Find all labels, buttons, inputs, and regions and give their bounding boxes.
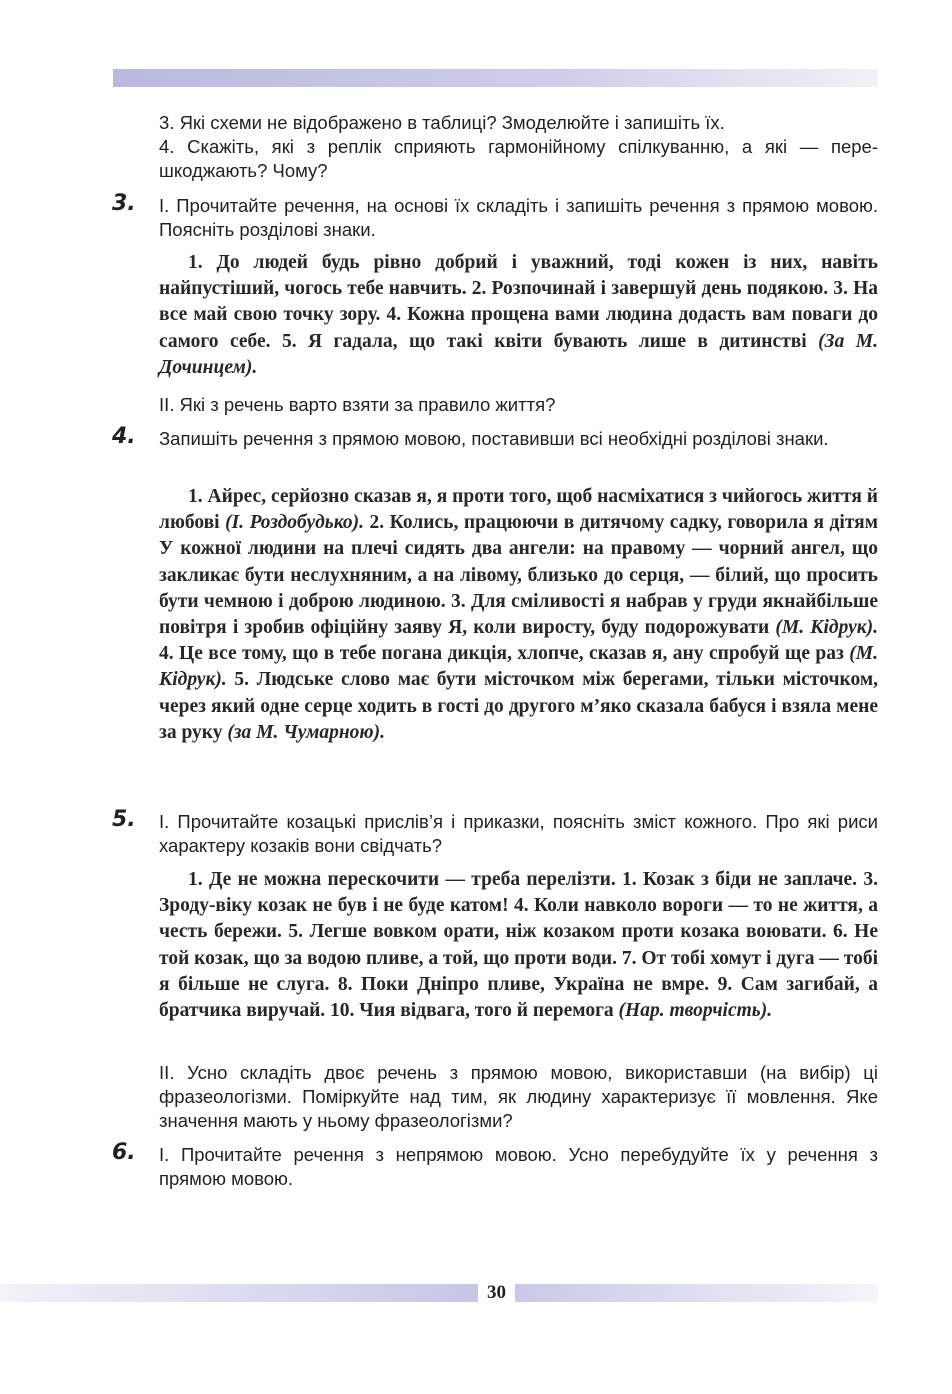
exercise-4-task: Запишіть речення з прямою мовою, поставивши всі необхідні розділові знаки. [159,428,829,449]
exercise-number-4: 4. [112,424,136,449]
exercise-3-source: (За М. Дочинцем). [159,330,878,378]
exercise-number-5: 5. [112,807,136,832]
exercise-number-3: 3. [112,191,136,216]
exercise-5-task-2: ІІ. Усно складіть двоє речень з прямою мовою, використавши (на вибір) ці фразеологізми. Поміркуйте над тим, як людину характеризує її мовлення. Яке значення мають у ньому фразеологізми? [159,1062,878,1131]
exercise-number-6: 6. [112,1140,136,1165]
exercise-4-sentence-1: 1. Айрес, серйозно сказав я, я проти того, щоб насміхатися з чийогось життя й любові [159,486,878,534]
exercise-4-text [159,484,878,746]
exercise-4-sentences-2-3: 2. Колись, працюючи в дитячому садку, говорила я дітям У кожної людини на плечі сидять два ангели: на правому — чорний ангел, що закликає бути неслухняним, а на лівому, близько до серця, — білий, що просить бути чемною і доброю людиною. 3. Для сміливості я набрав у груди якнайбільше повітря і зробив офіційну заяву Я, коли виросту, буду подорожувати [159,512,878,639]
exercise-4-sentence-4: 4. Це все тому, що в тебе погана дикція, хлопче, сказав я, ану спробуй ще раз [159,643,850,665]
exercise-4-source-3: (М. Кідрук). [159,643,878,691]
exercise-5-proverbs: 1. Де не можна перескочити — треба перелізти. 1. Козак з біди не заплаче. 3. Зроду-віку козак не був і не буде катом! 4. Коли навколо вороги — то не життя, а честь бережи. 5. Легше вовком орати, ніж козаком проти козака воювати. 6. Не той козак, що за водою пливе, а той, що проти води. 7. От тобі хомут і дуга — тобі я більше не слуга. 8. Поки Дніпро пливе, Україна не вмре. 9. Сам загибай, а братчика виручай. 10. Чия відвага, того й перемога [159,869,878,1022]
exercise-4-source-4: (за М. Чумарною). [227,721,385,743]
header-decorative-band [113,69,878,87]
exercise-4-source-2: (М. Кідрук). [775,617,878,639]
exercise-4-sentence-5: 5. Людське слово має бути місточком між берегами, тільки місточком, через який одне серце ходить в гості до другого м’яко сказала бабуся і взяла мене за руку [159,669,878,743]
intro-item-3: 3. Які схеми не відображено в таблиці? Змоделюйте і запишіть їх. [159,112,725,133]
footer-band-left [0,1284,478,1302]
exercise-4-source-1: (І. Роздобудько). [225,512,364,534]
intro-item-4: 4. Скажіть, які з реплік сприяють гармонійному спілкуванню, а які — перешкоджають? Чому? [159,136,878,181]
exercise-3-text [159,250,878,381]
exercise-5-source: (Нар. творчість). [618,1000,773,1022]
footer-band-right [515,1284,878,1302]
exercise-3-sentences: 1. До людей будь рівно добрий і уважний, тоді кожен із них, навіть найпустіший, чогось тебе навчить. 2. Розпочинай і завершуй день подякою. 3. На все май свою точку зору. 4. Кожна прощена вами людина додасть вам поваги до самого себе. 5. Я гадала, що такі квіти бувають лише в дитинстві [159,252,878,352]
exercise-3-task: І. Прочитайте речення, на основі їх складіть і запишіть речення з прямою мовою. Поясніть розділові знаки. [159,195,878,240]
exercise-6-task: І. Прочитайте речення з непрямою мовою. Усно перебудуйте їх у речення з прямою мовою. [159,1144,878,1189]
page-number: 30 [487,1282,506,1303]
exercise-5-task: І. Прочитайте козацькі прислів’я і приказки, поясніть зміст кожного. Про які риси характеру козаків вони свідчать? [159,811,878,856]
exercise-5-text [159,867,878,1024]
exercise-3-task-2: ІІ. Які з речень варто взяти за правило життя? [159,394,556,415]
